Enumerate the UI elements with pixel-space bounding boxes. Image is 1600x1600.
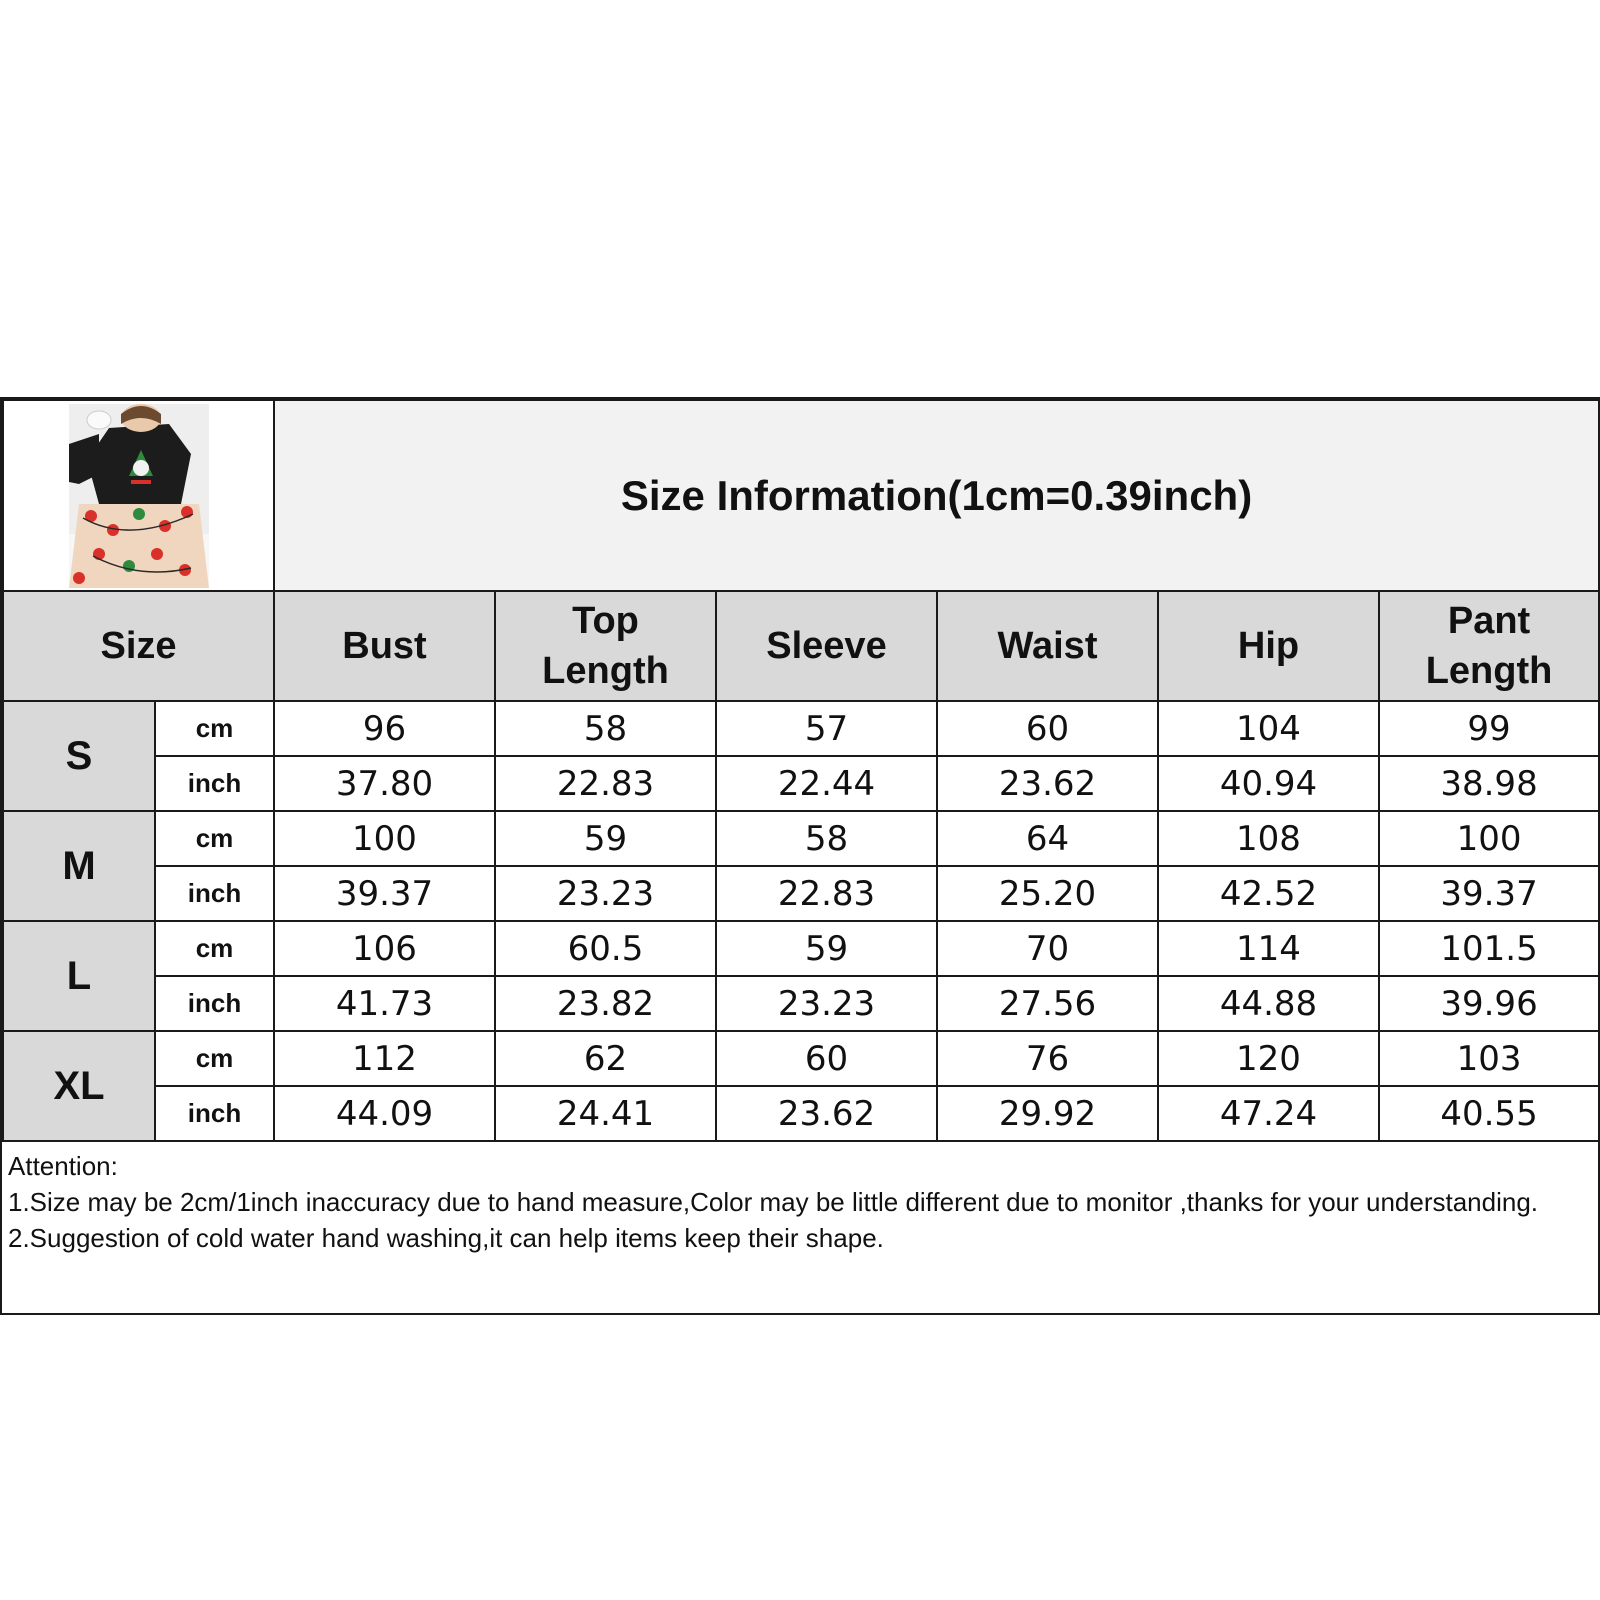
table-cell: 59 [716,921,937,976]
table-cell: 39.37 [1379,866,1599,921]
table-cell: 60 [937,701,1158,756]
table-cell: 40.55 [1379,1086,1599,1141]
unit-label: inch [155,756,274,811]
table-cell: 22.44 [716,756,937,811]
table-cell: 23.82 [495,976,716,1031]
attention-note-2: 2.Suggestion of cold water hand washing,it can help items keep their shape. [8,1223,884,1253]
size-label: M [3,811,155,921]
unit-label: inch [155,1086,274,1141]
header-pant-length-label: Pant Length [1425,600,1553,692]
table-row [3,1031,1599,1086]
table-cell: 76 [937,1031,1158,1086]
table-row [3,756,1599,811]
table-cell: 24.41 [495,1086,716,1141]
table-cell: 22.83 [716,866,937,921]
size-label: XL [3,1031,155,1141]
size-label: S [3,701,155,811]
table-cell: 99 [1379,701,1599,756]
table-cell: 106 [274,921,495,976]
table-cell: 101.5 [1379,921,1599,976]
table-cell: 44.88 [1158,976,1379,1031]
table-cell: 62 [495,1031,716,1086]
unit-label: inch [155,976,274,1031]
table-cell: 60.5 [495,921,716,976]
table-cell: 23.62 [937,756,1158,811]
table-cell: 27.56 [937,976,1158,1031]
table-cell: 44.09 [274,1086,495,1141]
table-cell: 23.23 [495,866,716,921]
table-cell: 22.83 [495,756,716,811]
header-bust: Bust [274,591,495,701]
product-photo-icon [69,404,209,588]
table-cell: 70 [937,921,1158,976]
table-cell: 104 [1158,701,1379,756]
table-cell: 41.73 [274,976,495,1031]
table-cell: 96 [274,701,495,756]
table-cell: 103 [1379,1031,1599,1086]
size-label: L [3,921,155,1031]
table-row [3,701,1599,756]
unit-label: cm [155,921,274,976]
unit-label: cm [155,701,274,756]
size-chart-sheet [0,397,1600,1315]
table-cell: 100 [274,811,495,866]
table-cell: 108 [1158,811,1379,866]
table-cell: 25.20 [937,866,1158,921]
table-cell: 114 [1158,921,1379,976]
header-sleeve: Sleeve [716,591,937,701]
table-cell: 58 [716,811,937,866]
header-top-length [495,591,716,701]
table-cell: 39.96 [1379,976,1599,1031]
table-cell: 40.94 [1158,756,1379,811]
header-pant-length [1379,591,1599,701]
table-row [3,1086,1599,1141]
unit-label: cm [155,811,274,866]
header-row [3,591,1599,701]
table-cell: 39.37 [274,866,495,921]
table-cell: 23.62 [716,1086,937,1141]
unit-label: inch [155,866,274,921]
table-cell: 58 [495,701,716,756]
attention-heading: Attention: [8,1151,118,1181]
photo-cell [3,400,274,591]
table-cell: 59 [495,811,716,866]
table-cell: 23.23 [716,976,937,1031]
attention-note-1: 1.Size may be 2cm/1inch inaccuracy due to hand measure,Color may be little different due to monitor ,thanks for your understanding. [8,1187,1539,1217]
header-size: Size [3,591,274,701]
table-row [3,811,1599,866]
table-cell: 60 [716,1031,937,1086]
table-cell: 38.98 [1379,756,1599,811]
table-cell: 112 [274,1031,495,1086]
table-cell: 120 [1158,1031,1379,1086]
table-cell: 29.92 [937,1086,1158,1141]
title-row [3,400,1599,591]
attention-notes [2,1142,1598,1256]
table-row [3,866,1599,921]
table-row [3,976,1599,1031]
table-cell: 37.80 [274,756,495,811]
table-row [3,921,1599,976]
size-table [2,399,1600,1142]
table-cell: 42.52 [1158,866,1379,921]
table-cell: 47.24 [1158,1086,1379,1141]
page-title: Size Information(1cm=0.39inch) [274,400,1599,591]
table-cell: 57 [716,701,937,756]
unit-label: cm [155,1031,274,1086]
header-waist: Waist [937,591,1158,701]
header-top-length-label: Top Length [542,600,669,692]
table-cell: 100 [1379,811,1599,866]
table-cell: 64 [937,811,1158,866]
header-hip: Hip [1158,591,1379,701]
